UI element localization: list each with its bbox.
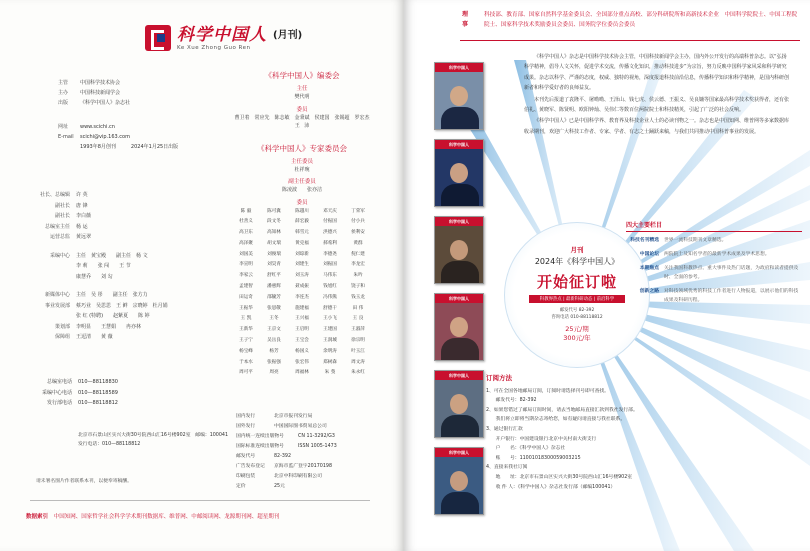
cover-thumbnail[interactable] xyxy=(434,216,484,284)
cover-thumbnail[interactable] xyxy=(434,62,484,130)
email-link[interactable]: scichi@vip.163.com xyxy=(80,134,130,140)
expert-member-name: 田 伟 xyxy=(352,305,364,311)
expert-member-name: 朱 弢 xyxy=(324,370,336,376)
magazine-intro xyxy=(524,52,790,138)
editorial-chair-role: 主任 xyxy=(296,86,308,92)
expert-member-name: 薛宏毅 xyxy=(295,219,309,225)
order-line: 账 号：11001018300059003215 xyxy=(486,455,581,461)
expert-vice: 陈凌波 张亦洁 xyxy=(281,187,322,193)
sponsor-text: 科技部、教育部、国家自然科学基金委员会、全国部分重点高校、部分科研院所和高新技术企业 中国科学院院士、中国工程院院士、国家科学技术奖励委员会委员、国务院学位委员会委员 xyxy=(484,12,798,28)
expert-member-name: 刘国美 xyxy=(239,251,253,257)
expert-member-name: 韩雪元 xyxy=(295,230,309,236)
pub-row: 主管 中国科学技术协会 xyxy=(58,80,121,86)
website-row: 网址 www.scichi.cn xyxy=(58,124,115,130)
expert-member-name: 胡文瑞 xyxy=(267,240,281,246)
expert-member-name: 周文涛 xyxy=(351,359,365,365)
expert-member-name: 钱旭红 xyxy=(323,284,337,290)
expert-member-name: 张振强 xyxy=(267,359,281,365)
expert-member-name: 舒红平 xyxy=(267,273,281,279)
imprint-row: 国内发行 北京市报刊发行局 xyxy=(236,414,313,419)
cover-portrait-body xyxy=(441,415,479,438)
staff-row: 康慧乔 刘 勾 xyxy=(76,273,113,280)
staff-row: 保障组 王逗清 黄 薇 xyxy=(54,334,113,340)
order-line: 地 址：北京市石景山区实兴大街30号院西山汇16号楼902室 xyxy=(486,474,633,480)
expert-member-name: 王 良 xyxy=(352,316,364,322)
logo-pinyin: Ke Xue Zhong Guo Ren xyxy=(177,45,251,51)
badge-tags: 科教界热点 | 最新科研动态 | 前沿科学 xyxy=(529,295,625,303)
badge-price-issue: 25元/期 xyxy=(565,325,589,333)
expert-member-name: 郑树森 xyxy=(323,359,337,365)
cover-portrait-body xyxy=(441,184,479,207)
cover-portrait-body xyxy=(441,107,479,130)
expert-member-name: 邵毓芳 xyxy=(267,294,281,300)
expert-member-name: 丁荣军 xyxy=(351,208,365,214)
expert-member-name: 王京文 xyxy=(267,327,281,333)
expert-member-name: 王润城 xyxy=(323,338,337,344)
badge-postal-code: 邮发代号 82-392 xyxy=(559,308,595,313)
editorial-chair: 樊代明 xyxy=(294,94,310,100)
cover-portrait-face xyxy=(450,86,468,106)
cover-portrait-face xyxy=(450,240,468,260)
expert-member-name: 王淑萍 xyxy=(351,327,365,333)
staff-row: 采编中心 主任 黄宝殿 副主任 杨 文 xyxy=(49,252,148,259)
expert-member-name: 付振国 xyxy=(323,219,337,225)
staff-row: 张 红 (特聘) 赵紫夏 陈 婷 xyxy=(76,313,150,319)
order-line: 2、如果您错过了邮局订阅时间，请去当地邮局直接汇款到我社发行部。 xyxy=(486,407,638,413)
expert-member-name: 潘惠辉 xyxy=(267,284,281,290)
imprint-row: 广告发布登记 京海市监广登字20170198 xyxy=(236,464,332,469)
expert-member-name: 陈越川 xyxy=(295,208,309,214)
phone-row: 总编室电话 010—88118830 xyxy=(46,379,118,385)
left-page xyxy=(0,0,404,551)
expert-chair: 杜祥琬 xyxy=(294,166,310,173)
order-line: 1、可在全国各地邮局订阅，订阅时请选择刊号即可查找。 xyxy=(486,388,609,394)
column-item: 创新之路 对科技领域优秀的科技工作者进行人物报道，以展示他们的科技成果及科研历程。 xyxy=(639,289,799,303)
expert-members-grid xyxy=(232,207,372,380)
staff-row: 运营总监 黄远翠 xyxy=(49,234,92,240)
badge-year: 2024年《科学中国人》 xyxy=(534,257,620,266)
expert-member-name: 黄群 xyxy=(353,240,363,246)
expert-member-name: 施建福 xyxy=(295,305,309,311)
cover-portrait-face xyxy=(450,317,468,337)
expert-member-name: 周福林 xyxy=(295,370,309,376)
order-line: 收 件 人：《科学中国人》杂志社发行部（邮编100041） xyxy=(486,484,616,490)
expert-member-name: 田运奇 xyxy=(239,294,253,300)
staff-row: 事业发展部 蔡巧业 吴思思 王 鲜 宗晓婷 杜月娟 xyxy=(44,302,168,309)
expert-member-name: 王建国 xyxy=(323,327,337,333)
staff-row: 总编室主任 杨 运 xyxy=(44,223,88,230)
expert-member-name: 李家云 xyxy=(239,273,253,279)
expert-member-name: 王兴福 xyxy=(295,316,309,322)
divider xyxy=(30,500,370,501)
date-row: 1993年8月创刊 2024年1月25日出版 xyxy=(80,144,179,150)
expert-member-name: 张宏伟 xyxy=(295,359,309,365)
expert-member-name: 高泽聚 xyxy=(239,240,253,246)
publication-info xyxy=(58,78,178,152)
cover-masthead: 科学中国人 xyxy=(435,294,483,303)
expert-member-name: 朱永红 xyxy=(351,370,365,376)
expert-member-name: 钱玉龙 xyxy=(351,294,365,300)
cover-portrait-body xyxy=(441,492,479,515)
expert-member-name: 聂成振 xyxy=(295,284,309,290)
cover-masthead: 科学中国人 xyxy=(435,140,483,149)
editorial-members-role: 委员 xyxy=(296,106,308,113)
expert-committee-title: 《科学中国人》专家委员会 xyxy=(257,143,347,153)
expert-member-name: 侯利安 xyxy=(351,230,365,236)
cover-portrait-face xyxy=(450,471,468,491)
staff-row: 社长、总编辑 许 英 xyxy=(39,192,88,198)
expert-member-name: 周可平 xyxy=(239,370,253,376)
expert-member-name: 刘琼新 xyxy=(295,251,309,257)
cover-portrait-body xyxy=(441,338,479,361)
expert-member-name: 李宣明 xyxy=(239,262,253,268)
cover-photo xyxy=(435,72,483,129)
cover-portrait-body xyxy=(441,261,479,284)
expert-member-name: 王振华 xyxy=(239,305,253,311)
pub-row: 主办 中国科技新闻学会 xyxy=(58,90,121,96)
column-item: 中国论坛 两院院士及知名学者的最新学术成果及学术思想。 xyxy=(639,252,770,257)
expert-vice-role: 副主任委员 xyxy=(288,179,316,185)
cover-photo xyxy=(435,380,483,437)
expert-member-name: 朱吟 xyxy=(353,273,363,279)
intro-paragraph: 《科学中国人》已是中国科学界、教育界及科技企业人士的必读刊物之一。杂志也是中国知网、维普网等多家数据库收录期刊，欢迎广大科技工作者、专家、学者、有志之士踊跃来稿，与我们共同推动中国科普事业的发展。 xyxy=(524,118,790,135)
cover-portrait-face xyxy=(450,394,468,414)
staff-row: 策划部 李明显 王慧娟 冉亦林 xyxy=(54,323,142,330)
imprint-row: 国际标准连续出版物号 ISSN 1005-1473 xyxy=(236,444,337,449)
expert-member-name: 刘玉涛 xyxy=(295,273,309,279)
imprint-row: 国内统一连续出版物号 CN 11-3292/G3 xyxy=(236,434,335,439)
expert-member-name: 王小飞 xyxy=(323,316,337,322)
subscription-methods xyxy=(486,374,726,492)
expert-member-name: 刘振国 xyxy=(323,262,337,268)
logo-chinese: 科学中国人 xyxy=(177,25,267,45)
expert-member-name: 叶玉江 xyxy=(351,348,365,354)
cover-masthead: 科学中国人 xyxy=(435,448,483,457)
expert-member-name: 杜善义 xyxy=(239,219,253,225)
cover-masthead: 科学中国人 xyxy=(435,217,483,226)
expert-member-name: 周亮 xyxy=(269,370,279,376)
expert-member-name: 吴岳良 xyxy=(267,338,281,344)
data-index xyxy=(26,512,279,520)
staff-row: 李 莉 张 闯 王 节 xyxy=(76,263,131,269)
cover-thumbnail[interactable] xyxy=(434,447,484,515)
expert-member-name: 陈 毅 xyxy=(240,208,252,214)
expert-chair-role: 主任委员 xyxy=(290,158,313,165)
imprint-row: 邮发代号 82-392 xyxy=(236,454,291,459)
expert-member-name: 杨宝峰 xyxy=(239,348,253,354)
expert-member-name: 王子宁 xyxy=(239,338,253,344)
author-note: 请未署名图片作者联系本刊，以便奉寄稿酬。 xyxy=(36,479,132,484)
order-line: 4、直接来我社订阅 xyxy=(486,465,528,471)
editorial-board-title: 《科学中国人》编委会 xyxy=(264,71,340,80)
cover-photo xyxy=(435,226,483,283)
divider xyxy=(460,40,800,41)
expert-member-name: 杨芳 xyxy=(269,348,279,354)
expert-member-name: 王宝会 xyxy=(295,338,309,344)
expert-member-name: 刘建生 xyxy=(295,262,309,268)
imprint-row: 定价 25元 xyxy=(236,484,285,489)
staff-list xyxy=(36,190,168,343)
staff-row: 副社长 李白薇 xyxy=(54,213,92,219)
expert-member-name: 于本水 xyxy=(239,359,253,365)
expert-member-name: 杨国义 xyxy=(295,348,309,354)
expert-member-name: 饶子和 xyxy=(351,284,365,290)
badge-monthly: 月刊 xyxy=(570,246,584,254)
expert-member-name: 冯伟熊 xyxy=(323,294,337,300)
cover-thumbnail[interactable] xyxy=(434,293,484,361)
expert-member-name: 李龙宏 xyxy=(351,262,365,268)
expert-member-name: 王启明 xyxy=(295,327,309,333)
right-page xyxy=(404,0,810,551)
column-item: 本期焦点 关注我国科教热点、重大事件及热门话题，为政府和读者提供及时、全面的参考。 xyxy=(639,266,799,280)
pub-row: 出版 《科学中国人》杂志社 xyxy=(58,100,131,106)
cover-thumbnail[interactable] xyxy=(434,139,484,207)
staff-row: 副社长 唐 锋 xyxy=(54,202,88,209)
phone-row: 采编中心电话 010—88118589 xyxy=(41,389,118,396)
email-row: E-mail scichi@vip.163.com xyxy=(58,134,130,140)
expert-member-name: 马伟东 xyxy=(323,273,337,279)
committees xyxy=(232,70,375,379)
expert-member-name: 高卫东 xyxy=(239,230,253,236)
staff-row: 新媒体中心 主任 吴 彤 副主任 张方力 xyxy=(44,292,148,298)
badge-price-year: 300元/年 xyxy=(563,334,591,342)
expert-member-name: 洪德兴 xyxy=(323,230,337,236)
expert-member-name: 邓天庆 xyxy=(323,208,337,214)
expert-member-name: 余明涛 xyxy=(323,348,337,354)
expert-member-name: 王新华 xyxy=(239,327,253,333)
cover-photo xyxy=(435,149,483,206)
imprint-row: 国外发行 中国国际图书贸易总公司 xyxy=(236,424,327,429)
expert-member-name: 段文冬 xyxy=(267,219,281,225)
imprint-info xyxy=(236,412,337,492)
intro-paragraph: 本刊先后报道了袁隆平、屠呦呦、王泽山、钱七虎、侯云德、王振义、吴良镛等国家最高科学技术奖获得者，还有张伯礼、黄晓军、陈贤明、欧阳钟灿、吴伟仁等数百位两院院士和科技精英，引起了广泛的社会反响。 xyxy=(524,96,790,114)
order-line: 我们将立即将当期杂志寄给您，如有疑问请直接与我社联系。 xyxy=(486,417,626,423)
cover-masthead: 科学中国人 xyxy=(435,63,483,72)
column-item: 科技名刊精选 世界一流科技期刊文章精选。 xyxy=(630,238,727,243)
data-index-label: 数据索引 xyxy=(26,514,49,520)
main-columns xyxy=(626,220,802,310)
order-title: 订阅方法 xyxy=(486,374,512,382)
badge-headline: 开始征订啦 xyxy=(536,273,617,291)
expert-member-name: 李连杰 xyxy=(295,294,309,300)
logo-mark-icon xyxy=(145,25,171,51)
intro-paragraph: 《科学中国人》杂志是中国科学技术协会主管，中国科技新闻学会主办，国内外公开发行的高端科普杂志。以“弘扬科学精神，倡导人文关怀，促进学术交流，传播文化知识，推动科技进步”为宗旨，努力反映中国科学家风采和科学研究成果。杂志以科学、严谨的态度，权威、独特的视角，深度报道科技前沿信息，传播科学知识和科学精神，是国内科研创新者和科学爱好者的良师益友。 xyxy=(524,54,790,92)
expert-member-name: 郝希利 xyxy=(323,240,337,246)
cover-masthead: 科学中国人 xyxy=(435,371,483,380)
cover-portrait-face xyxy=(450,163,468,183)
badge-phone: 咨询电话 010-88118812 xyxy=(551,315,603,320)
expert-member-name: 高知林 xyxy=(267,230,281,236)
expert-member-name: 李德尧 xyxy=(323,251,337,257)
imprint-row: 印刷包装 北京中科印刷有限公司 xyxy=(236,474,322,479)
expert-member-name: 刘昊青 xyxy=(267,262,281,268)
contact-phones xyxy=(38,377,118,409)
expert-member-name: 徐宗明 xyxy=(351,338,365,344)
expert-member-name: 张思敬 xyxy=(267,305,281,311)
magazine-logo xyxy=(145,20,302,51)
cover-thumbnail[interactable] xyxy=(434,370,484,438)
expert-member-name: 黄克福 xyxy=(295,240,309,246)
cover-photo xyxy=(435,457,483,514)
expert-member-name: 陈可冀 xyxy=(267,208,281,214)
sponsor-header xyxy=(462,10,802,30)
phone-row: 发行部电话 010—88118812 xyxy=(46,400,118,406)
expert-member-name: 孟建智 xyxy=(239,284,253,290)
expert-member-name: 舒德干 xyxy=(323,305,337,311)
logo-monthly: (月刊) xyxy=(273,30,303,41)
sponsor-tag: 理 事 xyxy=(462,11,481,28)
expert-member-name: 王冬 xyxy=(269,316,279,322)
expert-member-name: 倪仁建 xyxy=(351,251,365,257)
mailing-address: 北京市石景山区实兴大街30号院西山汇16号楼902室 邮编：100041 发行电话：010—88118812 xyxy=(78,433,238,447)
expert-member-name: 王 凯 xyxy=(240,316,252,322)
order-line: 3、通过银行汇款 xyxy=(486,426,523,432)
editorial-members: 曹卫着 常应先 陈志敏 金秉斌 侯建国 张锡超 罗宏杰 王 沛 xyxy=(234,114,375,129)
main-columns-title: 四大主要栏目 xyxy=(626,220,802,232)
website-link[interactable]: www.scichi.cn xyxy=(80,124,115,130)
order-line: 邮发代号：82-392 xyxy=(486,398,537,404)
cover-photo xyxy=(435,303,483,360)
data-index-text: 中国知网、国家哲学社会科学学术期刊数据库、维普网、中邮阅读网、龙源期刊网、超星期刊 xyxy=(53,514,280,520)
expert-member-name: 付小兵 xyxy=(351,219,365,225)
expert-member-name: 刘俊瑞 xyxy=(267,251,281,257)
order-line: 开户银行：中国建设银行北京中关村南大街支行 xyxy=(486,436,597,442)
cover-thumbnails xyxy=(434,62,486,524)
expert-members-role: 委员 xyxy=(296,199,308,206)
order-line: 户 名：《科学中国人》杂志社 xyxy=(486,446,566,452)
